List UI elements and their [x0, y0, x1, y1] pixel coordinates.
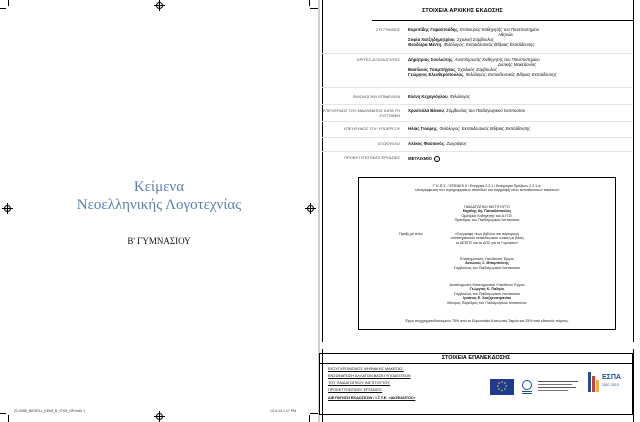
slug-filename: 22-0085_NEOELL_KEIM_B_GYM_GR.indd 1 [14, 409, 86, 413]
person-role: , Σύμβουλος του Παιδαγωγικού Ινστιτούτου [443, 108, 526, 113]
cover-title-line2: Νεοελληνικής Λογοτεχνίας [76, 197, 242, 213]
program-box [358, 177, 616, 330]
cover-title-line1: Κείμενα [133, 179, 185, 195]
eu-flag-logo-icon [490, 379, 514, 395]
row-label: ΕΞΩΦΥΛΛΟ [377, 141, 400, 146]
row-label: ΥΠΕΥΘΥΝΟΣ ΤΟΥ ΥΠΟΕΡΓΟΥ [343, 126, 400, 131]
action-title [359, 232, 615, 245]
cover-title [0, 178, 318, 214]
credits-row-subject-lead [322, 108, 632, 120]
person-role: Δυτικής Μακεδονίας [498, 62, 537, 67]
row-divider [322, 151, 632, 152]
slug-timestamp: 13-4-13 1:17 PM [270, 409, 297, 413]
reissue-line: ΔΙΕΥΘΥΝΣΗ ΕΚΔΟΣΕΩΝ / Ι.Τ.Υ.Ε. «ΔΙΟΦΑΝΤΟΣ» [328, 396, 416, 400]
person-name: Ηλίας Γιούρης [408, 126, 438, 131]
credits-row-cover [322, 141, 632, 149]
person-name: Ιγνάτιος Ε. Χατζηευστρατίου [462, 296, 512, 301]
espa-logo [586, 370, 626, 398]
row-value [408, 126, 628, 131]
person-role: , Σχολικός Σύμβουλος [455, 67, 497, 72]
crop-mark [310, 413, 318, 414]
person-name: Δημήτριος Σουλιώτης [408, 57, 453, 62]
row-value [408, 156, 628, 162]
action-title-line: «Συγγραφή νέων βιβλίων και παραγωγή [454, 232, 519, 236]
credits-row-authors [322, 27, 632, 54]
page-edge-line [633, 0, 634, 342]
row-divider [322, 137, 632, 138]
person-role: Σύμβουλος του Παιδαγωγικού Ινστιτούτου [453, 265, 521, 270]
cover-page [0, 0, 318, 420]
person-role: Αθηνών [498, 32, 514, 37]
operational-programme-text-logo [538, 380, 580, 394]
person-name: Βασίλειος Τσαμπήγκος [408, 67, 456, 72]
role-heading: Επιστημονικός Υπεύθυνος Έργου [460, 257, 514, 261]
reissue-line: ΠΡΟΕΚΤΥΠΩΤΙΚΕΣ ΕΡΓΑΣΙΕΣ: [328, 388, 383, 392]
person-name: Γεώργιος Ελευθερόπουλος [408, 72, 464, 77]
crop-mark [8, 0, 9, 6]
person-name: Αντώνιος Σ. Μπομπέτσης [465, 261, 509, 266]
row-label: ΣΥΓΓΡΑΦΕΙΣ [376, 27, 400, 32]
row-divider [322, 121, 632, 122]
reissue-line: ΕΚΣΥΓΧΡΟΝΙΣΜΟΣ ΨΗΦΙΑΚΗΣ ΜΑΚΕΤΑΣ, [328, 367, 404, 371]
credits-header-rule [372, 8, 634, 21]
cover-grade: Β' ΓΥΜΝΑΣΙΟΥ [127, 236, 191, 246]
reissue-box [319, 353, 633, 415]
crop-mark [310, 8, 318, 9]
credits-row-subproject-lead [322, 126, 632, 134]
credits-header: ΣΤΟΙΧΕΙΑ ΑΡΧΙΚΗΣ ΕΚΔΟΣΗΣ [422, 8, 503, 14]
action-label: Πράξη με τίτλο: [399, 232, 424, 236]
row-value [408, 94, 628, 99]
action-title-line: υποστηρικτικού εκπαιδευτικού υλικού με βάση [450, 236, 524, 241]
row-label: ΥΠΕΥΘΥΝΟΣ ΤΟΥ ΜΑΘΗΜΑΤΟΣ ΚΑΤΑ ΤΗ ΣΥΓΓΡΑΦΗ [322, 108, 400, 118]
crop-mark [8, 415, 9, 422]
person-role: , Φιλόλογος, Εκπαιδευτικός Β/θμιας Εκπαίδευσης [437, 126, 531, 131]
person-role: Μόνιμος Πάρεδρος του Παιδαγωγικού Ινστιτούτου [447, 300, 527, 305]
person-name: Ευριπίδης Γαραντούδης [408, 27, 458, 32]
institute-block [359, 205, 615, 223]
crop-mark [309, 415, 310, 422]
deputy-leads [359, 283, 615, 305]
role-heading: Αναπληρωτές Επιστημονικοί Υπεύθυνοι Έργου [449, 283, 525, 287]
person-role: , Ζωγράφος [443, 141, 467, 146]
reissue-line: ΕΝΣΩΜΑΤΩΣΗ ΑΛΛΑΓΩΝ ΒΑΣΕΙ ΥΠΟΔΕΙΞΕΩΝ [328, 374, 411, 378]
crop-mark [0, 413, 6, 414]
program-info [359, 184, 615, 193]
person-name: Θεοδώρα Μέντη [408, 42, 442, 47]
row-divider [322, 104, 632, 105]
funding-note: Έργο συγχρηματοδοτούμενο 75% από το Ευρωπαϊκό Κοινωνικό Ταμείο και 25% από εθνικούς πόρους. [405, 319, 569, 323]
espa-years: 2007-2013 [602, 383, 619, 387]
registration-mark-icon [156, 413, 163, 420]
reissue-header: ΣΤΟΙΧΕΙΑ ΕΠΑΝΕΚΔΟΣΗΣ [320, 354, 632, 364]
espa-label: ΕΣΠΑ [602, 374, 621, 381]
institute-name: ΠΑΙΔΑΓΩΓΙΚΟ ΙΝΣΤΙΤΟΥΤΟ [464, 205, 510, 209]
person-role: , Φιλόλογος [447, 94, 470, 99]
person-role: , Φιλόλογος, Εκπαιδευτικός Β/θμιας Εκπαίδευσης [463, 72, 557, 77]
scientific-lead [359, 257, 615, 270]
company-name: ΜΕΤΑΙΧΜΙΟ [408, 156, 433, 162]
person-name: Σοφία Χατζηδημητρίου [408, 37, 455, 42]
action-title-line: το ΔΕΠΠΣ και τα ΑΠΣ για το Γυμνάσιο» [455, 240, 519, 245]
row-label: ΠΡΟΕΚΤΥΠΩΤΙΚΕΣ ΕΡΓΑΣΙΕΣ [344, 155, 400, 160]
row-divider [322, 53, 632, 54]
reissue-line: ΤΟΥ ΠΑΙΔΑΓΩΓΙΚΟΥ ΙΝΣΤΙΤΟΥΤΟΥ, [328, 381, 391, 385]
row-value [408, 108, 628, 113]
registration-mark-icon [156, 2, 163, 9]
person-name: Ελένη Κεχαγιόγλου [408, 94, 448, 99]
person-role: , Επίκουρος Καθηγητής του Πανεπιστημίου [457, 27, 540, 32]
credits-row-prepress [322, 155, 632, 167]
person-name: Αλέκος Φασιανός [408, 141, 444, 146]
crop-mark [309, 0, 310, 6]
credits-row-editing [322, 94, 632, 102]
person-name: Γεώργιος Κ. Παληός [469, 287, 505, 292]
credits-row-reviewers [322, 57, 632, 85]
person-name: Χρυσούλα Βέικου [408, 108, 444, 113]
president-role: Πρόεδρος του Παιδαγωγικού Ινστιτούτου [454, 218, 520, 223]
person-role: Σύμβουλος του Παιδαγωγικού Ινστιτούτου [453, 291, 521, 296]
ministry-emblem-icon [520, 379, 534, 395]
president-role: Ομότιμος Καθηγητής του Α.Π.Θ. [461, 213, 513, 218]
row-value [408, 141, 628, 146]
crop-mark [0, 8, 6, 9]
program-line1: Γ' Κ.Π.Σ. / ΕΠΕΑΕΚ ΙΙ / Ενέργεια 2.2.1 / Κατηγορία Πράξεων 2.2.1.α: [432, 184, 542, 188]
row-value [408, 27, 628, 47]
row-label: ΚΡΙΤΕΣ-ΑΞΙΟΛΟΓΗΤΕΣ [357, 57, 400, 62]
person-role: , Αναπληρωτής Καθηγητής του Πανεπιστημίου [452, 57, 540, 62]
row-label: ΦΙΛΟΛΟΓΙΚΗ ΕΠΙΜΕΛΕΙΑ [352, 94, 400, 99]
program-line2: «Αναμόρφωση των προγραμμάτων σπουδών και συγγραφή νέων εκπαιδευτικών πακέτων» [414, 188, 560, 193]
page-edge-line [633, 349, 634, 422]
row-value [408, 57, 628, 77]
row-divider [322, 87, 632, 88]
person-role: , Σχολική Σύμβουλος [454, 37, 494, 42]
info-icon: i [434, 156, 440, 162]
person-role: , Φιλόλογος, Εκπαιδευτικός Β/θμιας Εκπαίδευσης [441, 42, 535, 47]
president-name: Μιχάλης Αγ. Παπαδόπουλος [462, 209, 512, 214]
